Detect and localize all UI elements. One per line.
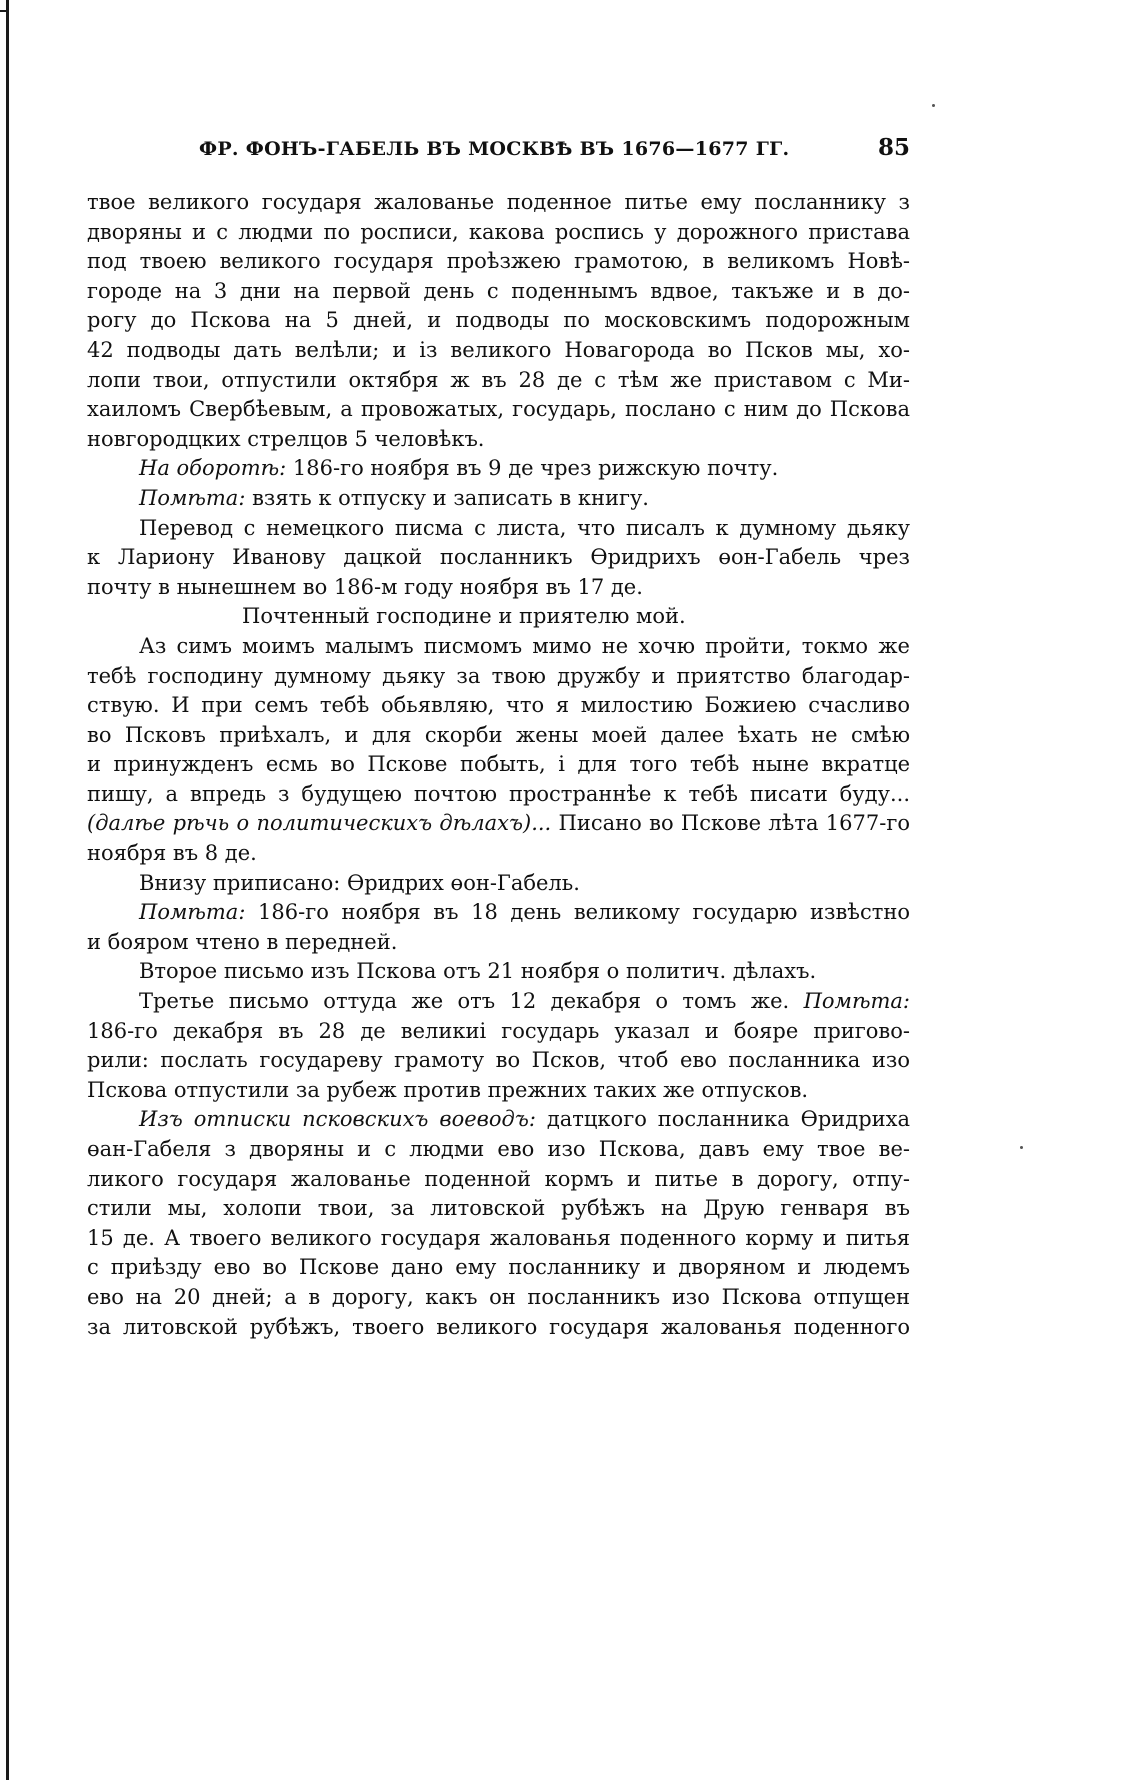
running-head-title: ФР. ФОНЪ-ГАБЕЛЬ ВЪ МОСКВѢ ВЪ 1676—1677 ГГ. [199, 138, 790, 160]
paragraph-letter [87, 632, 910, 869]
paragraph-voevodes [87, 1105, 910, 1342]
text-line: с приѣзду ево во Пскове дано ему посланнику и дворяном и людемъ [87, 1255, 910, 1280]
text-line: хаиломъ Свербѣевым, а провожатых, государь, послано с ним до Пскова [87, 397, 910, 422]
text-line: стили мы, холопи твои, за литовской рубѣжъ на Друю генваря въ [87, 1196, 910, 1221]
text-line: Пскова отпустили за рубеж против прежних таких же отпусков. [87, 1077, 809, 1102]
text-line [87, 987, 910, 1017]
text-line: во Псковъ приѣхалъ, и для скорби жены моей далее ѣхать не смѣю [87, 722, 910, 747]
text-line: твое великого государя жалованье поденное питье ему посланнику з [87, 190, 910, 214]
note-mark-2 [87, 898, 910, 957]
text-line: под твоею великого государя проѣзжею грамотою, в великомъ Новѣ- [87, 249, 910, 274]
binding-edge [6, 0, 9, 1780]
text-line: рили: послать государеву грамоту во Псков, чтоб ево посланника изо [87, 1048, 910, 1073]
voevodes-text: датцкого посланника Өридриха [535, 1107, 911, 1132]
note-label: Помѣта: [139, 485, 246, 510]
text-line: Перевод с немецкого писма с листа, что писалъ к думному дьяку [139, 515, 910, 540]
note-mark [87, 484, 910, 514]
text-line: дворяны и с людми по росписи, какова роспись у дорожного пристава [87, 219, 910, 244]
text-line: 15 де. А твоего великого государя жалованья поденного корму и питья [87, 1225, 910, 1250]
text-block [87, 134, 910, 1342]
third-letter-text: Третье письмо оттуда же отъ 12 декабря о томъ же. [139, 989, 790, 1014]
text-line: за литовской рубѣжъ, твоего великого государя жалованья поденного [87, 1314, 910, 1339]
text-line [87, 809, 910, 839]
text-line: ликого государя жалованье поденной кормъ и питье в дорогу, отпу- [87, 1166, 910, 1191]
text-line: пишу, а впредь з будущею почтою пространнѣе к тебѣ писати буду... [87, 781, 910, 806]
paragraph-third-letter [87, 987, 910, 1105]
text-line: почту в нынешнем во 186-м году ноября въ 17 де. [87, 574, 643, 599]
text-line: ствую. И при семъ тебѣ обьявляю, что я милостию Божиею счасливо [87, 693, 910, 718]
note-text: 186-го ноября въ 9 де чрез рижскую почту. [292, 456, 779, 481]
text-line: городе на 3 дни на первой день с поденнымъ вдвое, такъже и в до- [87, 278, 910, 303]
letter-dateline: Писано во Пскове лѣта 1677-го [551, 811, 910, 836]
text-line [87, 1105, 910, 1135]
text-line: рогу до Пскова на 5 дней, и подводы по московскимъ подорожным [87, 308, 910, 333]
text-line: ноября въ 8 де. [87, 841, 257, 866]
text-line: өан-Габеля з дворяны и с людми ево изо Пскова, давъ ему твое ве- [87, 1137, 910, 1161]
text-line: и принужденъ есмь во Пскове побыть, і для того тебѣ ныне вкратце [87, 752, 910, 777]
text-line: ево на 20 дней; а в дорогу, какъ он посланникъ изо Пскова отпущен [87, 1284, 910, 1309]
text-line: новгородцких стрелцов 5 человѣкъ. [87, 426, 485, 451]
page-number: 85 [877, 134, 910, 161]
note-text: 186-го ноября въ 18 день великому государю извѣстно [245, 900, 910, 925]
running-head [87, 134, 910, 178]
text-line: 42 подводы дать велѣли; и із великого Новагорода во Псков мы, хо- [87, 337, 910, 362]
editorial-remark: (далѣе рѣчь о политическихъ дѣлахъ)... [87, 811, 552, 836]
binding-edge-tick [0, 10, 8, 12]
text-line: тебѣ господину думному дьяку за твою дружбу и приятство благодар- [87, 663, 910, 688]
stray-mark [1020, 1146, 1023, 1149]
note-label: Помѣта: [139, 900, 246, 925]
note-label: Помѣта: [803, 989, 910, 1014]
text-line: и бояром чтено в передней. [87, 929, 398, 954]
stray-mark [932, 104, 935, 107]
salutation: Почтенный господине и приятелю мой. [242, 604, 686, 629]
note-label: Изъ отписки псковскихъ воеводъ: [139, 1107, 536, 1132]
paragraph-opening [87, 188, 910, 454]
postscript: Внизу приписано: Өридрих өон-Габель. [139, 870, 580, 895]
text-line [87, 898, 910, 928]
note-reverse [87, 454, 910, 484]
second-letter-line: Второе письмо изъ Пскова отъ 21 ноября о политич. дѣлахъ. [139, 959, 817, 984]
text-line: лопи твои, отпустили октября ж въ 28 де с тѣм же приставом с Ми- [87, 367, 910, 392]
paragraph-translation-intro [87, 514, 910, 603]
note-label: На оборотѣ: [139, 456, 287, 481]
text-line: 186-го декабря въ 28 де великиі государь указал и бояре пригово- [87, 1018, 910, 1043]
text-line: к Лариону Иванову дацкой посланникъ Өридрихъ өон-Габель чрез [87, 545, 910, 570]
note-text: взять к отпуску и записать в книгу. [252, 485, 649, 510]
text-line: Аз симъ моимъ малымъ писмомъ мимо не хочю пройти, токмо же [139, 633, 910, 658]
